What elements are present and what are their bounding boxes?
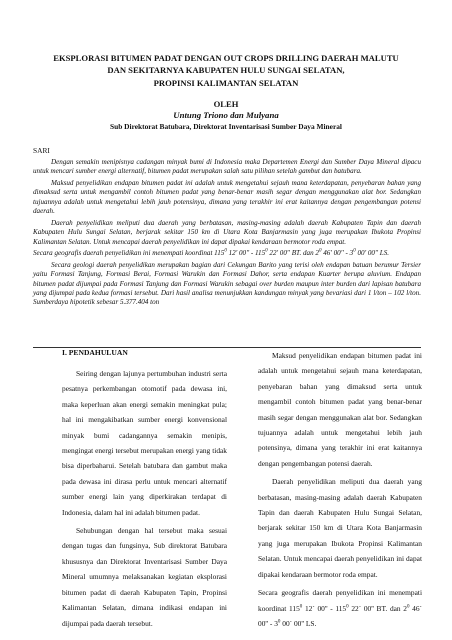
section-heading: I. PENDAHULUAN (62, 348, 128, 357)
body-paragraph: Daerah penyelidikan meliputi dua daerah yang berbatasan, masing-masing adalah daerah Kabupaten Tapin dan daerah Kabupaten Hulu Sungai Selatan, berjarak sekitar 150 km di Utara Kota Banjarmasin yang juga merupakan Ibukota Propinsi Kalimantan Selatan. Untuk mencapai daerah penyelidikan ini dapat dipakai kendaraan bermotor roda empat. (258, 477, 422, 579)
degree-mark: 0 (265, 248, 268, 254)
body-coordinates (258, 585, 422, 631)
coord-lat-2: 00' 00'' LS. (357, 249, 390, 258)
coord-lon-2: 22' 00'' BT. dan 2 (269, 249, 319, 258)
abstract-paragraph: Dengan semakin menipisnya cadangan minyak bumi di Indonesia maka Departemen Energi dan Sumber Daya Mineral dipacu untuk mencari sumber energi alternatif, bitumen padat merupakan salah satu pilihan setelah gambut dan batubara. (33, 158, 421, 176)
degree-mark: 0 (299, 604, 303, 610)
body-paragraph: Sehubungan dengan hal tersebut maka sesuai dengan tugas dan fungsinya, Sub direktorat Batubara khususnya dan Direktorat Inventarisasi Sumber Daya Mineral umumnya melaksanakan kegiatan eksplorasi bitumen padat di daerah Kabupaten Tapin, Propinsi Kalimantan Selatan, dimana indikasi endapan ini dijumpai pada daerah tersebut. (62, 526, 227, 628)
title-line-3: PROPINSI KALIMANTAN SELATAN (153, 77, 299, 88)
paper-title (40, 52, 412, 89)
coord-intro: Secara geografis daerah penyelidikan ini menempati koordinat 115 (258, 588, 422, 613)
abstract-paragraph: Daerah penyelidikan meliputi dua daerah yang berbatasan, masing-masing adalah daerah Kabupaten Tapin dan daerah Kabupaten Hulu Sungai Selatan, berjarak sekitar 150 km di Utara Kota Banjarmasin yang juga merupakan Ibukota Propinsi Kalimantan Selatan. Untuk mencapai daerah penyelidikan ini dapat dipakai kendaraan bermotor roda empat. (33, 218, 421, 246)
author-names: Untung Triono dan Mulyana (173, 110, 279, 120)
coord-lat-1: 46` 00'' - 3 (258, 603, 422, 628)
coord-intro: Secara geografis daerah penyelidikan ini menempati koordinat 115 (33, 249, 225, 258)
abstract-label: SARI (33, 146, 50, 155)
title-line-2: DAN SEKITARNYA KABUPATEN HULU SUNGAI SELATAN, (107, 65, 345, 76)
abstract-paragraph: Secara geologi daerah penyelidikan merupakan bagian dari Cekungan Barito yang terisi oleh endapan batuan berumur Tersier yaitu Formasi Tanjung, Formasi Berai, Formasi Warukin dan Formasi Dahor, serta endapan Kuarter berupa aluvium. Endapan bitumen padat dijumpai pada Formasi Tanjung dan Formasi Warukin sebagai over burden maupun inter burden dari lapisan batubara yang dijumpai pada kedua formasi tersebut. Dari hasil analisa menunjukkan kandungan minyak yang bevariasi dari 1 l/ton – 102 l/ton. Sumberdaya hipotetik sebesar 5.377.404 ton (33, 261, 421, 307)
coord-lon-2: 22` 00'' BT. dan 2 (351, 603, 407, 613)
body-column-right (258, 348, 422, 634)
body-paragraph: Maksud penyelidikan endapan bitumen padat ini adalah untuk mengetahui sejauh mana keterdapatan, penyebaran bahan yang dimaksud serta untuk mengambil contoh bitumen padat yang benar-benar masih segar dengan menggunakan alat bor. Sedangkan tujuannya adalah untuk mengetahui lebih jauh potensinya, dimana yang terakhir ini erat kaitannya dengan pengembangan potensi daerah. (258, 351, 422, 468)
degree-mark: 0 (224, 248, 227, 254)
abstract-paragraph: Maksud penyelidikan endapan bitumen padat ini adalah untuk mengetahui sejauh mana keterdapatan, penyebaran bahan yang dimaksud serta untuk mengambil contoh bitumen padat yang benar-benar masih segar dengan menggunakan alat bor. Sedangkan tujuannya adalah untuk mengetahui lebih jauh potensinya, dimana yang terakhir ini erat kaitannya dengan pengembangan potensi daerah. (33, 179, 421, 216)
body-paragraph: Seiring dengan lajunya pertumbuhan industri serta pesatnya perkembangan otomotif pada dewasa ini, maka keperluan akan energi semakin meningkat pula; hal ini mengakibatkan sumber energi konvensional minyak bumi cadangannya semakin menipis, mengingat energi tersebut merupakan energi yang tidak bisa diperbaharui. Setelah batubara dan gambut maka pada dewasa ini dirasa perlu untuk mencari alternatif sumber energi lain yang diperkirakan terdapat di Indonesia, dalam hal ini adalah bitumen padat. (62, 369, 227, 517)
degree-mark: 0 (406, 604, 410, 610)
body-column-left (62, 346, 227, 634)
title-line-1: EKSPLORASI BITUMEN PADAT DENGAN OUT CROPS DRILLING DAERAH MALUTU (53, 53, 399, 63)
coord-lat-2: 00` 00'' LS. (282, 618, 317, 628)
degree-mark: 0 (277, 619, 281, 625)
author-affiliation: Sub Direktorat Batubara, Direktorat Inventarisasi Sumber Daya Mineral (110, 122, 342, 131)
coord-lon-1: 12` 00'' - 115 (304, 603, 347, 613)
oleh-label: OLEH (213, 99, 239, 109)
abstract (33, 158, 421, 310)
degree-mark: 0 (346, 604, 349, 610)
coord-lon-1: 12' 00'' - 115 (228, 249, 266, 258)
degree-mark: 0 (318, 248, 322, 254)
abstract-coordinates (33, 249, 421, 258)
coord-lat-1: 46' 00'' - 3 (323, 249, 354, 258)
degree-mark: 0 (353, 248, 356, 254)
